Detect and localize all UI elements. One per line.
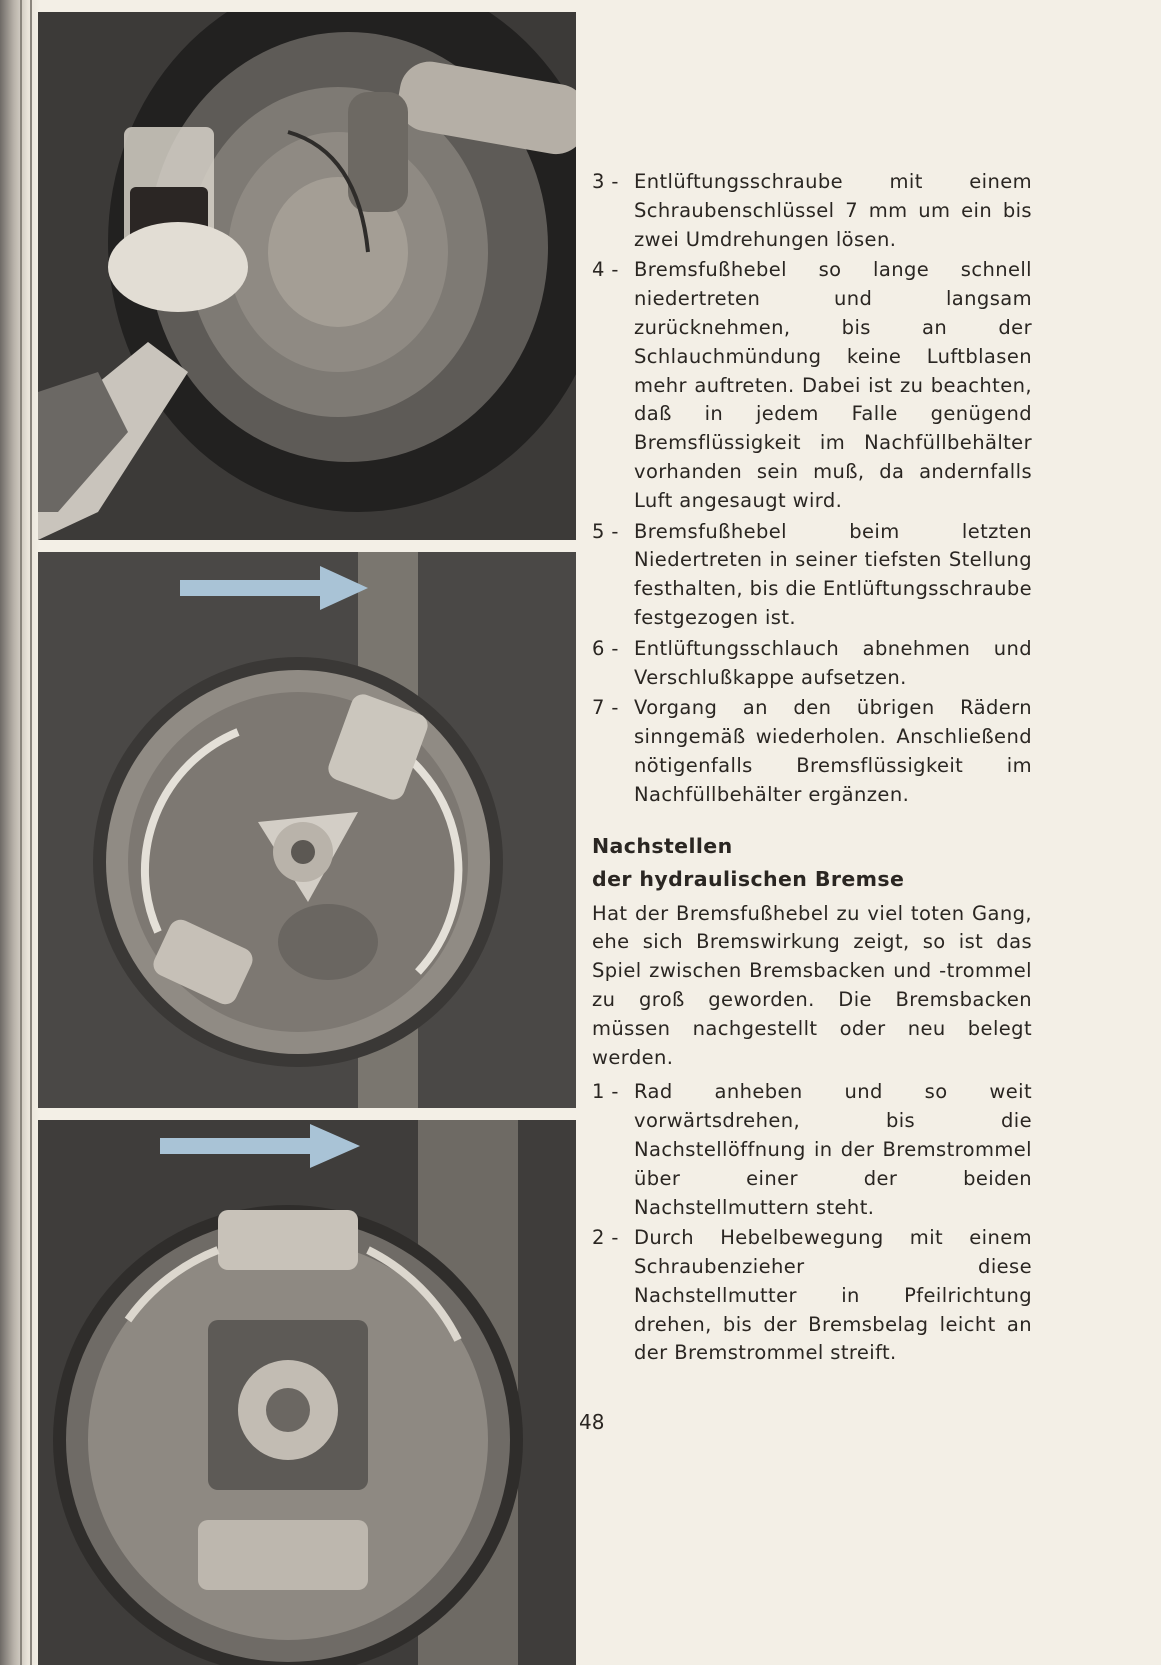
list-item: 6 - Entlüftungsschlauch abnehmen und Verschlußkappe aufsetzen. bbox=[592, 636, 1032, 689]
photo-brake-bleeding bbox=[38, 12, 576, 540]
section-heading: Nachstellen der hydraulischen Bremse bbox=[592, 833, 905, 891]
instruction-list-part2 bbox=[592, 1078, 1032, 1368]
list-item: 1 - Rad anheben und so weit vorwärtsdrehen, bis die Nachstellöffnung in der Bremstrommel über einer der beiden Nachstellmuttern steht. bbox=[592, 1080, 1032, 1219]
photo-front-brake bbox=[38, 552, 576, 1108]
instruction-text bbox=[592, 168, 1032, 1370]
instruction-list-part1 bbox=[592, 168, 1032, 810]
spine-edge bbox=[30, 0, 32, 1665]
list-item: 4 - Bremsfußhebel so lange schnell niedertreten und langsam zurücknehmen, bis an der Schlauchmündung keine Luftblasen mehr auftreten. Dabei ist zu beachten, daß in jedem Falle genügend Bremsflüssigkeit im Nachfüllbehälter vorhanden sein muß, da andernfalls Luft angesaugt wird. bbox=[592, 258, 1032, 512]
photo-rear-brake bbox=[38, 1120, 576, 1665]
page-number: 48 bbox=[579, 1410, 605, 1434]
list-item: 7 - Vorgang an den übrigen Rädern sinngemäß wiederholen. Anschließend nötigenfalls Bremsflüssigkeit im Nachfüllbehälter ergänzen. bbox=[592, 696, 1032, 806]
list-item: 3 - Entlüftungsschraube mit einem Schraubenschlüssel 7 mm um ein bis zwei Umdrehungen lösen. bbox=[592, 170, 1032, 251]
list-item: 2 - Durch Hebelbewegung mit einem Schraubenzieher diese Nachstellmutter in Pfeilrichtung drehen, bis der Bremsbelag leicht an der Bremstrommel streift. bbox=[592, 1226, 1032, 1365]
section-intro: Hat der Bremsfußhebel zu viel toten Gang, ehe sich Bremswirkung zeigt, so ist das Spiel zwischen Bremsbacken und -trommel zu groß geworden. Die Bremsbacken müssen nachgestellt oder neu belegt werden. bbox=[592, 901, 1032, 1069]
spine-edge bbox=[20, 0, 22, 1665]
list-item: 5 - Bremsfußhebel beim letzten Niedertreten in seiner tiefsten Stellung festhalten, bis die Entlüftungsschraube festgezogen ist. bbox=[592, 519, 1033, 629]
